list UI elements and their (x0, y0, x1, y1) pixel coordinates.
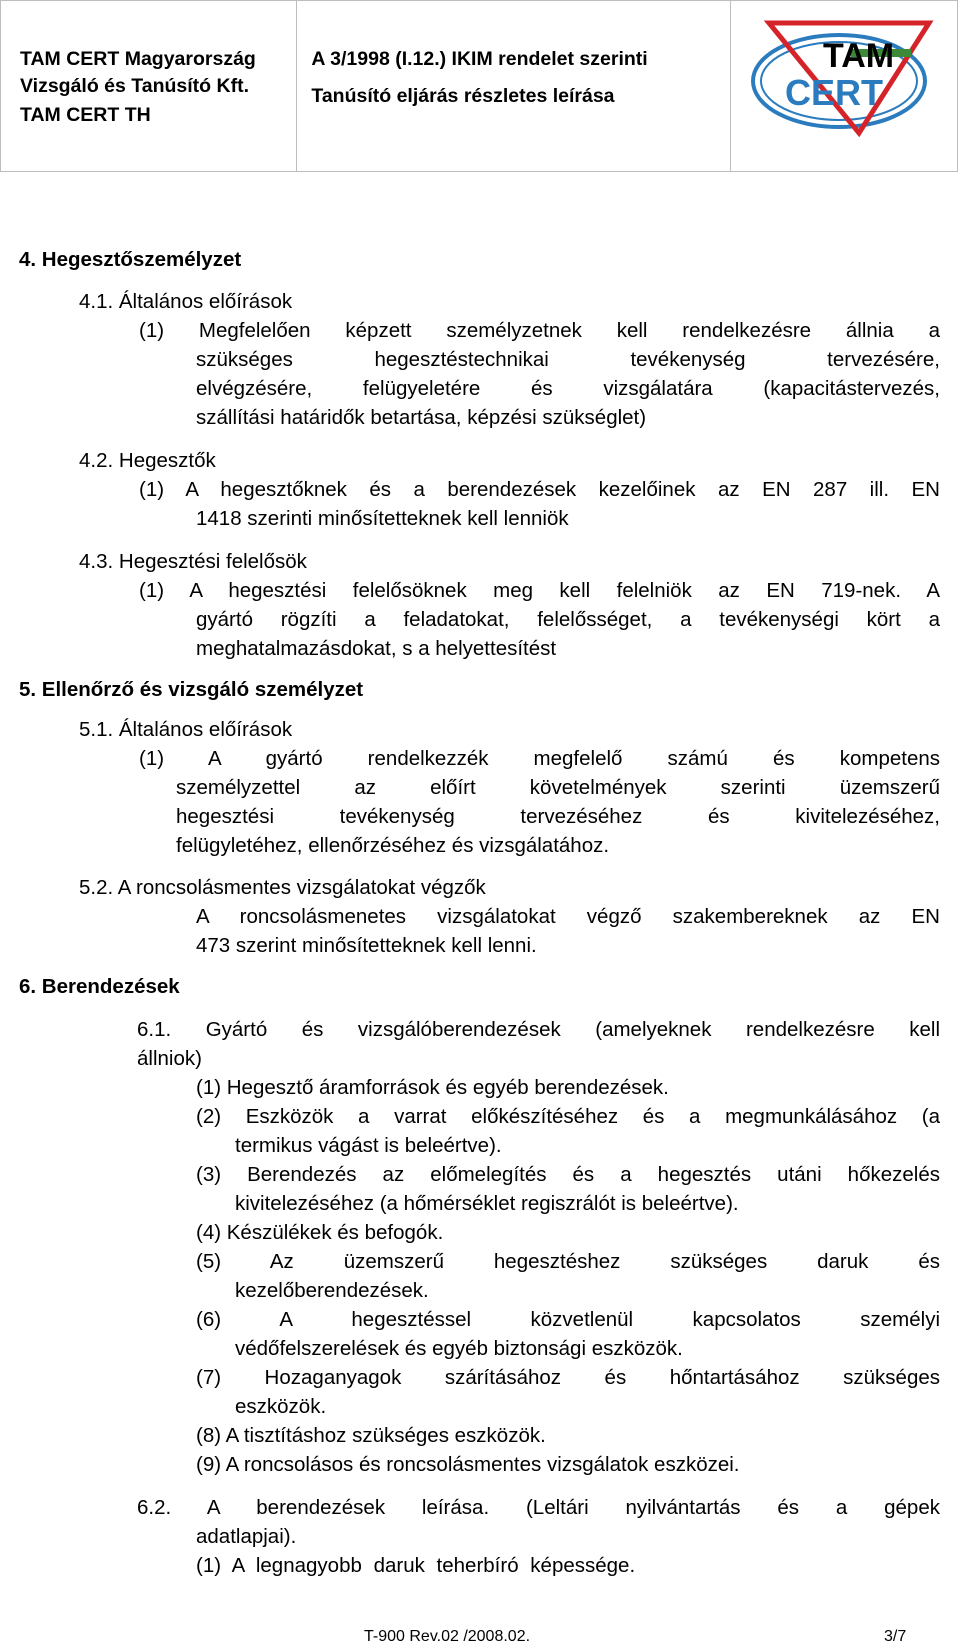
equipment-list-item-cont: eszközök. (235, 1395, 327, 1418)
tam-cert-logo (739, 15, 939, 145)
equipment-list-item-cont: védőfelszerelések és egyéb biztonsági eszközök. (235, 1337, 683, 1360)
document-reference: T-900 Rev.02 /2008.02. (364, 1628, 531, 1645)
section-6-1-title-line: 6.1. Gyártó és vizsgálóberendezések (amelyeknek rendelkezésre kell (137, 1018, 940, 1041)
section-4-2-title: 4.2. Hegesztők (79, 449, 216, 472)
equipment-list-item: (8) A tisztításhoz szükséges eszközök. (196, 1424, 546, 1447)
header-org-cell (1, 1, 297, 171)
section-4-1-paragraph-line: elvégzésére, felügyeletére és vizsgálatára (kapacitástervezés, (196, 377, 940, 400)
page-header (0, 0, 958, 172)
org-name: TAM CERT Magyarország (20, 48, 256, 70)
section-6-title: 6. Berendezések (19, 975, 180, 998)
section-4-3-paragraph-line: meghatalmazásdokat, s a helyettesítést (196, 637, 557, 660)
section-5-2-title: 5.2. A roncsolásmentes vizsgálatokat végzők (79, 876, 486, 899)
section-4-2-paragraph-line: (1) A hegesztőknek és a berendezések kezelőinek az EN 287 ill. EN (139, 478, 940, 501)
section-6-2-paragraph: (1) A legnagyobb daruk teherbíró képessége. (196, 1554, 636, 1577)
org-unit: TAM CERT TH (20, 104, 151, 126)
equipment-list-item: (5) Az üzemszerű hegesztéshez szükséges daruk és (196, 1250, 940, 1273)
section-6-2-title-line: adatlapjai). (196, 1525, 297, 1548)
equipment-list-item: (2) Eszközök a varrat előkészítéséhez és a megmunkálásához (a (196, 1105, 940, 1128)
equipment-list-item: (4) Készülékek és befogók. (196, 1221, 444, 1244)
section-5-1-paragraph-line: személyzettel az előírt követelmények szerinti üzemszerű (176, 776, 940, 799)
section-4-1-paragraph-line: szükséges hegesztéstechnikai tevékenység tervezésére, (196, 348, 940, 371)
equipment-list-item-cont: kezelőberendezések. (235, 1279, 429, 1302)
section-4-1-paragraph-line: (1) Megfelelően képzett személyzetnek kell rendelkezésre állnia a (139, 319, 940, 342)
equipment-list-item: (9) A roncsolásos és roncsolásmentes vizsgálatok eszközei. (196, 1453, 740, 1476)
section-4-title: 4. Hegesztőszemélyzet (19, 248, 242, 271)
section-6-1-title-line: állniok) (137, 1047, 202, 1070)
header-logo-cell (731, 1, 957, 171)
logo-text-tam: TAM (823, 37, 895, 75)
logo-text-cert: CERT (785, 72, 884, 113)
section-5-title: 5. Ellenőrző és vizsgáló személyzet (19, 678, 364, 701)
equipment-list-item: (1) Hegesztő áramforrások és egyéb berendezések. (196, 1076, 669, 1099)
section-5-2-paragraph-line: 473 szerint minősítetteknek kell lenni. (196, 934, 537, 957)
regulation-reference: A 3/1998 (I.12.) IKIM rendelet szerinti (311, 48, 648, 70)
equipment-list-item: (3) Berendezés az előmelegítés és a hegesztés utáni hőkezelés (196, 1163, 940, 1186)
section-4-1-paragraph-line: szállítási határidők betartása, képzési szükséglet) (196, 406, 647, 429)
section-4-1-title: 4.1. Általános előírások (79, 290, 293, 313)
section-4-3-title: 4.3. Hegesztési felelősök (79, 550, 307, 573)
section-5-1-title: 5.1. Általános előírások (79, 718, 293, 741)
section-6-2-title-line: 6.2. A berendezések leírása. (Leltári nyilvántartás és a gépek (137, 1496, 940, 1519)
section-4-2-paragraph-line: 1418 szerinti minősítetteknek kell lenniök (196, 507, 569, 530)
procedure-title: Tanúsító eljárás részletes leírása (311, 85, 615, 107)
page-number: 3/7 (884, 1628, 907, 1645)
section-5-1-paragraph-line: hegesztési tevékenység tervezéséhez és kivitelezéséhez, (176, 805, 940, 828)
equipment-list-item-cont: termikus vágást is beleértve). (235, 1134, 502, 1157)
section-5-2-paragraph-line: A roncsolásmenetes vizsgálatokat végző szakembereknek az EN (196, 905, 940, 928)
section-5-1-paragraph-line: (1) A gyártó rendelkezzék megfelelő számú és kompetens (139, 747, 940, 770)
equipment-list-item: (6) A hegesztéssel közvetlenül kapcsolatos személyi (196, 1308, 940, 1331)
section-4-3-paragraph-line: gyártó rögzíti a feladatokat, felelősséget, a tevékenységi kört a (196, 608, 940, 631)
equipment-list-item: (7) Hozaganyagok szárításához és hőntartásához szükséges (196, 1366, 940, 1389)
equipment-list-item-cont: kivitelezéséhez (a hőmérséklet regiszrálót is beleértve). (235, 1192, 739, 1215)
header-regulation-cell (297, 1, 731, 171)
section-5-1-paragraph-line: felügyletéhez, ellenőrzéséhez és vizsgálatához. (176, 834, 610, 857)
org-subtitle: Vizsgáló és Tanúsító Kft. (20, 75, 249, 97)
section-4-3-paragraph-line: (1) A hegesztési felelősöknek meg kell felelniök az EN 719-nek. A (139, 579, 940, 602)
